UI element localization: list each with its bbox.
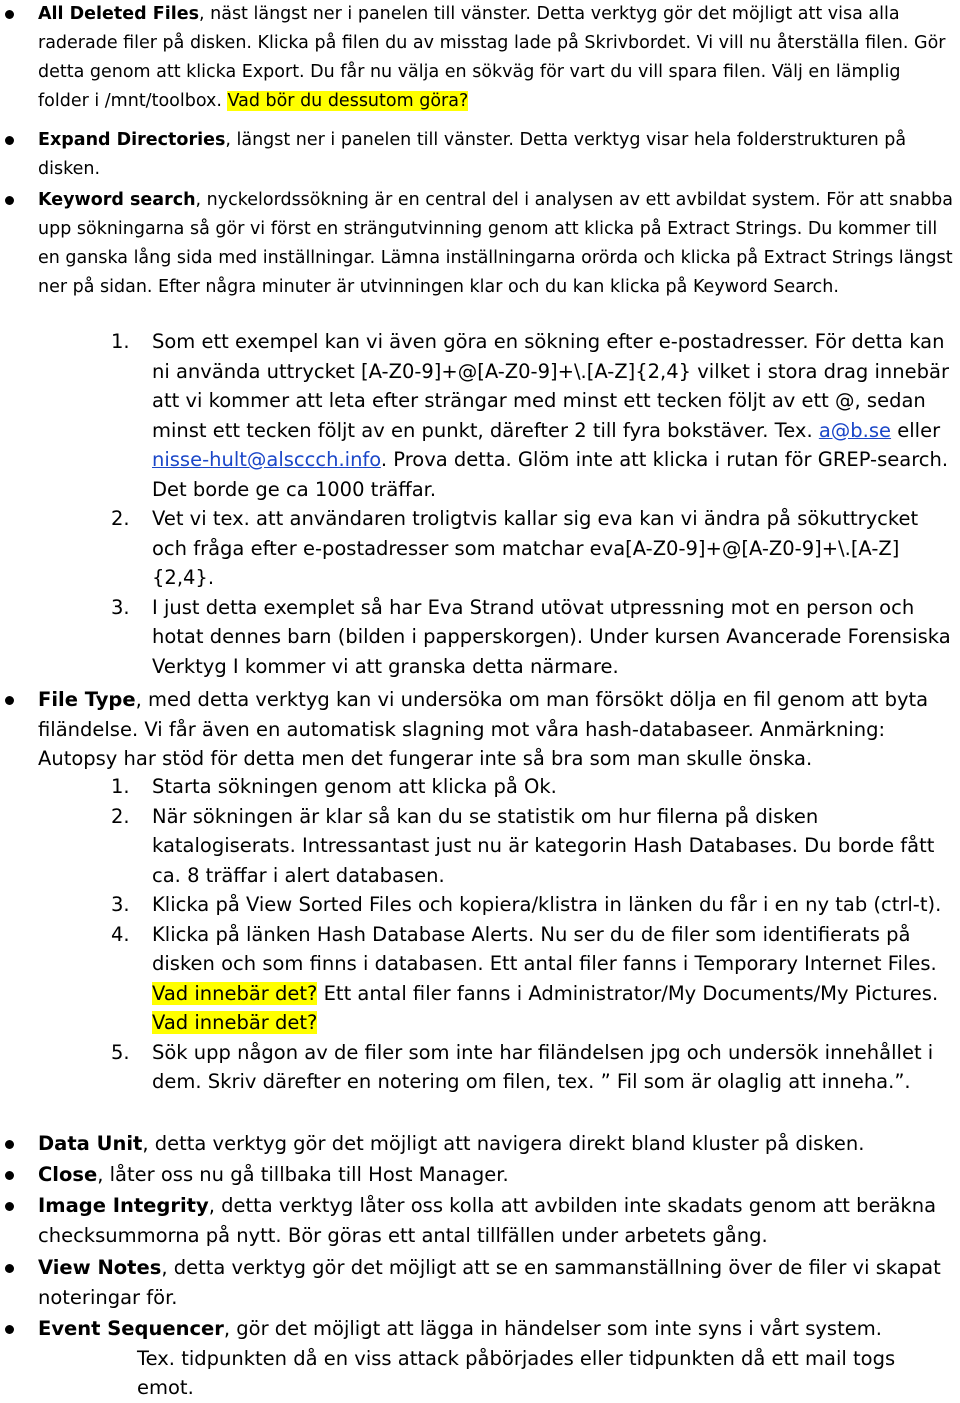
sub-item-text: Starta sökningen genom att klicka på Ok. (152, 775, 557, 798)
term: View Notes (38, 1256, 162, 1279)
sub-item (0, 772, 954, 802)
bullet-icon (5, 1202, 14, 1211)
sub-item-number: 3. (111, 893, 130, 916)
term: Image Integrity (38, 1194, 209, 1217)
sub-item-number: 2. (111, 804, 130, 828)
term: Expand Directories (38, 130, 226, 150)
bullet-icon (5, 1171, 14, 1180)
bullet-icon (5, 1140, 14, 1149)
sub-item (0, 920, 954, 1038)
highlighted-question: Vad innebär det? (152, 981, 318, 1005)
sub-item-text: Vet vi tex. att användaren troligtvis kallar sig eva kan vi ändra på sökuttrycket och fråga efter e-postadresser som matchar eva[A-Z0-9]+@[A-Z0-9]+\.[A-Z]{2,4}. (152, 507, 919, 589)
item-text: , detta verktyg låter oss kolla att avbilden inte skadats genom att beräkna checksummorna på nytt. Bör göras ett antal tillfällen under arbetets gång. (38, 1194, 937, 1247)
sub-item (0, 1038, 954, 1097)
file-type-sublist (0, 772, 954, 1097)
keyword-search-sublist (0, 327, 954, 681)
list-item-file-type (0, 685, 954, 774)
sub-item-text: Ett antal filer fanns i Administrator/My Documents/My Pictures. (317, 981, 939, 1005)
highlighted-question: Vad bör du dessutom göra? (227, 91, 469, 111)
bullet-icon (5, 136, 14, 145)
item-text: , med detta verktyg kan vi undersöka om man försökt dölja en fil genom att byta filändelse. Vi får även en automatisk slagning mot våra hash-databaseer. Anmärkning: Autopsy har stöd för detta men det fungerar inte så bra som man skulle önska. (38, 688, 929, 770)
list-item-keyword-search (0, 186, 954, 302)
list-item-image-integrity (0, 1191, 954, 1250)
list-item-data-unit (0, 1129, 954, 1159)
item-text: , nyckelordssökning är en central del i analysen av ett avbildat system. För att snabba upp sökningarna så gör vi först en strängutvinning genom att klicka på Extract Strings. Du kommer till en ganska lång sida med inställningar. Lämna inställningarna orörda och klicka på Extract Strings längst ner på sidan. Efter några minuter är utvinningen klar och du kan klicka på Keyword Search. (38, 190, 954, 297)
item-continuation: Tex. tidpunkten då en viss attack påbörjades eller tidpunkten då ett mail togs emot. (137, 1346, 896, 1399)
list-item-view-notes (0, 1253, 954, 1312)
sub-item-text: Som ett exempel kan vi även göra en sökning efter e-postadresser. För detta kan ni använda uttrycket [A-Z0-9]+@[A-Z0-9]+\.[A-Z]{2,4} vilket i stora drag innebär att vi kommer att leta efter strängar med minst ett tecken följt av ett @, sedan minst ett tecken följt av en punkt, därefter 2 till fyra bokstäver. Tex. (152, 330, 949, 442)
term: Close (38, 1163, 98, 1186)
item-text: , låter oss nu gå tillbaka till Host Manager. (97, 1163, 509, 1186)
sub-item-text: Klicka på View Sorted Files och kopiera/klistra in länken du får i en ny tab (ctrl-t). (152, 893, 942, 916)
term: All Deleted Files (38, 4, 199, 24)
sub-item-number: 1. (111, 330, 130, 353)
sub-item-number: 2. (111, 507, 130, 530)
sub-item-number: 5. (111, 1040, 130, 1064)
item-text: , detta verktyg gör det möjligt att navigera direkt bland kluster på disken. (142, 1132, 865, 1155)
sub-item-text: Klicka på länken Hash Database Alerts. Nu ser du de filer som identifierats på disken och som finns i databasen. Ett antal filer fanns i Temporary Internet Files. (152, 922, 937, 975)
sub-item-text: eller (891, 418, 941, 442)
term: File Type (38, 688, 136, 711)
sub-item (0, 802, 954, 891)
list-item-all-deleted-files (0, 0, 954, 116)
item-text: , gör det möjligt att lägga in händelser som inte syns i vårt system. (223, 1317, 882, 1340)
item-text: , detta verktyg gör det möjligt att se en sammanställning över de filer vi skapat noteringar för. (38, 1256, 941, 1309)
sub-item-text: . Prova detta. Glöm inte att klicka i rutan för GREP-search. Det borde ge ca 1000 träffar. (152, 448, 949, 501)
sub-item (0, 504, 954, 593)
highlighted-question: Vad innebär det? (152, 1011, 318, 1034)
term: Data Unit (38, 1132, 143, 1155)
sub-item (0, 593, 954, 682)
term: Event Sequencer (38, 1317, 224, 1340)
list-item-expand-directories (0, 126, 954, 184)
sub-item (0, 327, 954, 504)
email-link-example-1[interactable]: a@b.se (818, 418, 892, 442)
sub-item-number: 4. (111, 922, 130, 946)
sub-item-text: Sök upp någon av de filer som inte har filändelsen jpg och undersök innehållet i dem. Skriv därefter en notering om filen, tex. ” Fil som är olaglig att inneha.”. (152, 1040, 934, 1093)
bullet-icon (5, 696, 14, 705)
term: Keyword search (38, 190, 196, 210)
sub-item-number: 3. (111, 595, 130, 619)
sub-item-number: 1. (111, 775, 130, 798)
bullet-icon (5, 1264, 14, 1273)
bullet-icon (5, 196, 14, 205)
bullet-icon (5, 10, 14, 19)
item-text: , längst ner i panelen till vänster. Detta verktyg visar hela folderstrukturen på disken. (38, 130, 907, 179)
sub-item (0, 890, 954, 920)
item-text: , näst längst ner i panelen till vänster. Detta verktyg gör det möjligt att visa alla raderade filer på disken. Klicka på filen du av misstag lade på Skrivbordet. Vi vill nu återställa filen. Gör detta genom att klicka Export. Du får nu välja en sökväg för vart du vill spara filen. Välj en lämplig folder i /mnt/toolbox. (38, 4, 946, 111)
bullet-icon (5, 1325, 14, 1334)
sub-item-text: När sökningen är klar så kan du se statistik om hur filerna på disken katalogiserats. Intressantast just nu är kategorin Hash Databases. Du borde fått ca. 8 träffar i alert databasen. (152, 804, 935, 887)
sub-item-text: I just detta exemplet så har Eva Strand utövat utpressning mot en person och hotat dennes barn (bilden i papperskorgen). Under kursen Avancerade Forensiska Verktyg I kommer vi att granska detta närmare. (152, 595, 951, 678)
list-item-close (0, 1160, 954, 1190)
email-link-example-2[interactable]: nisse-hult@alsccch.info (152, 448, 381, 471)
list-item-event-sequencer (0, 1314, 954, 1403)
